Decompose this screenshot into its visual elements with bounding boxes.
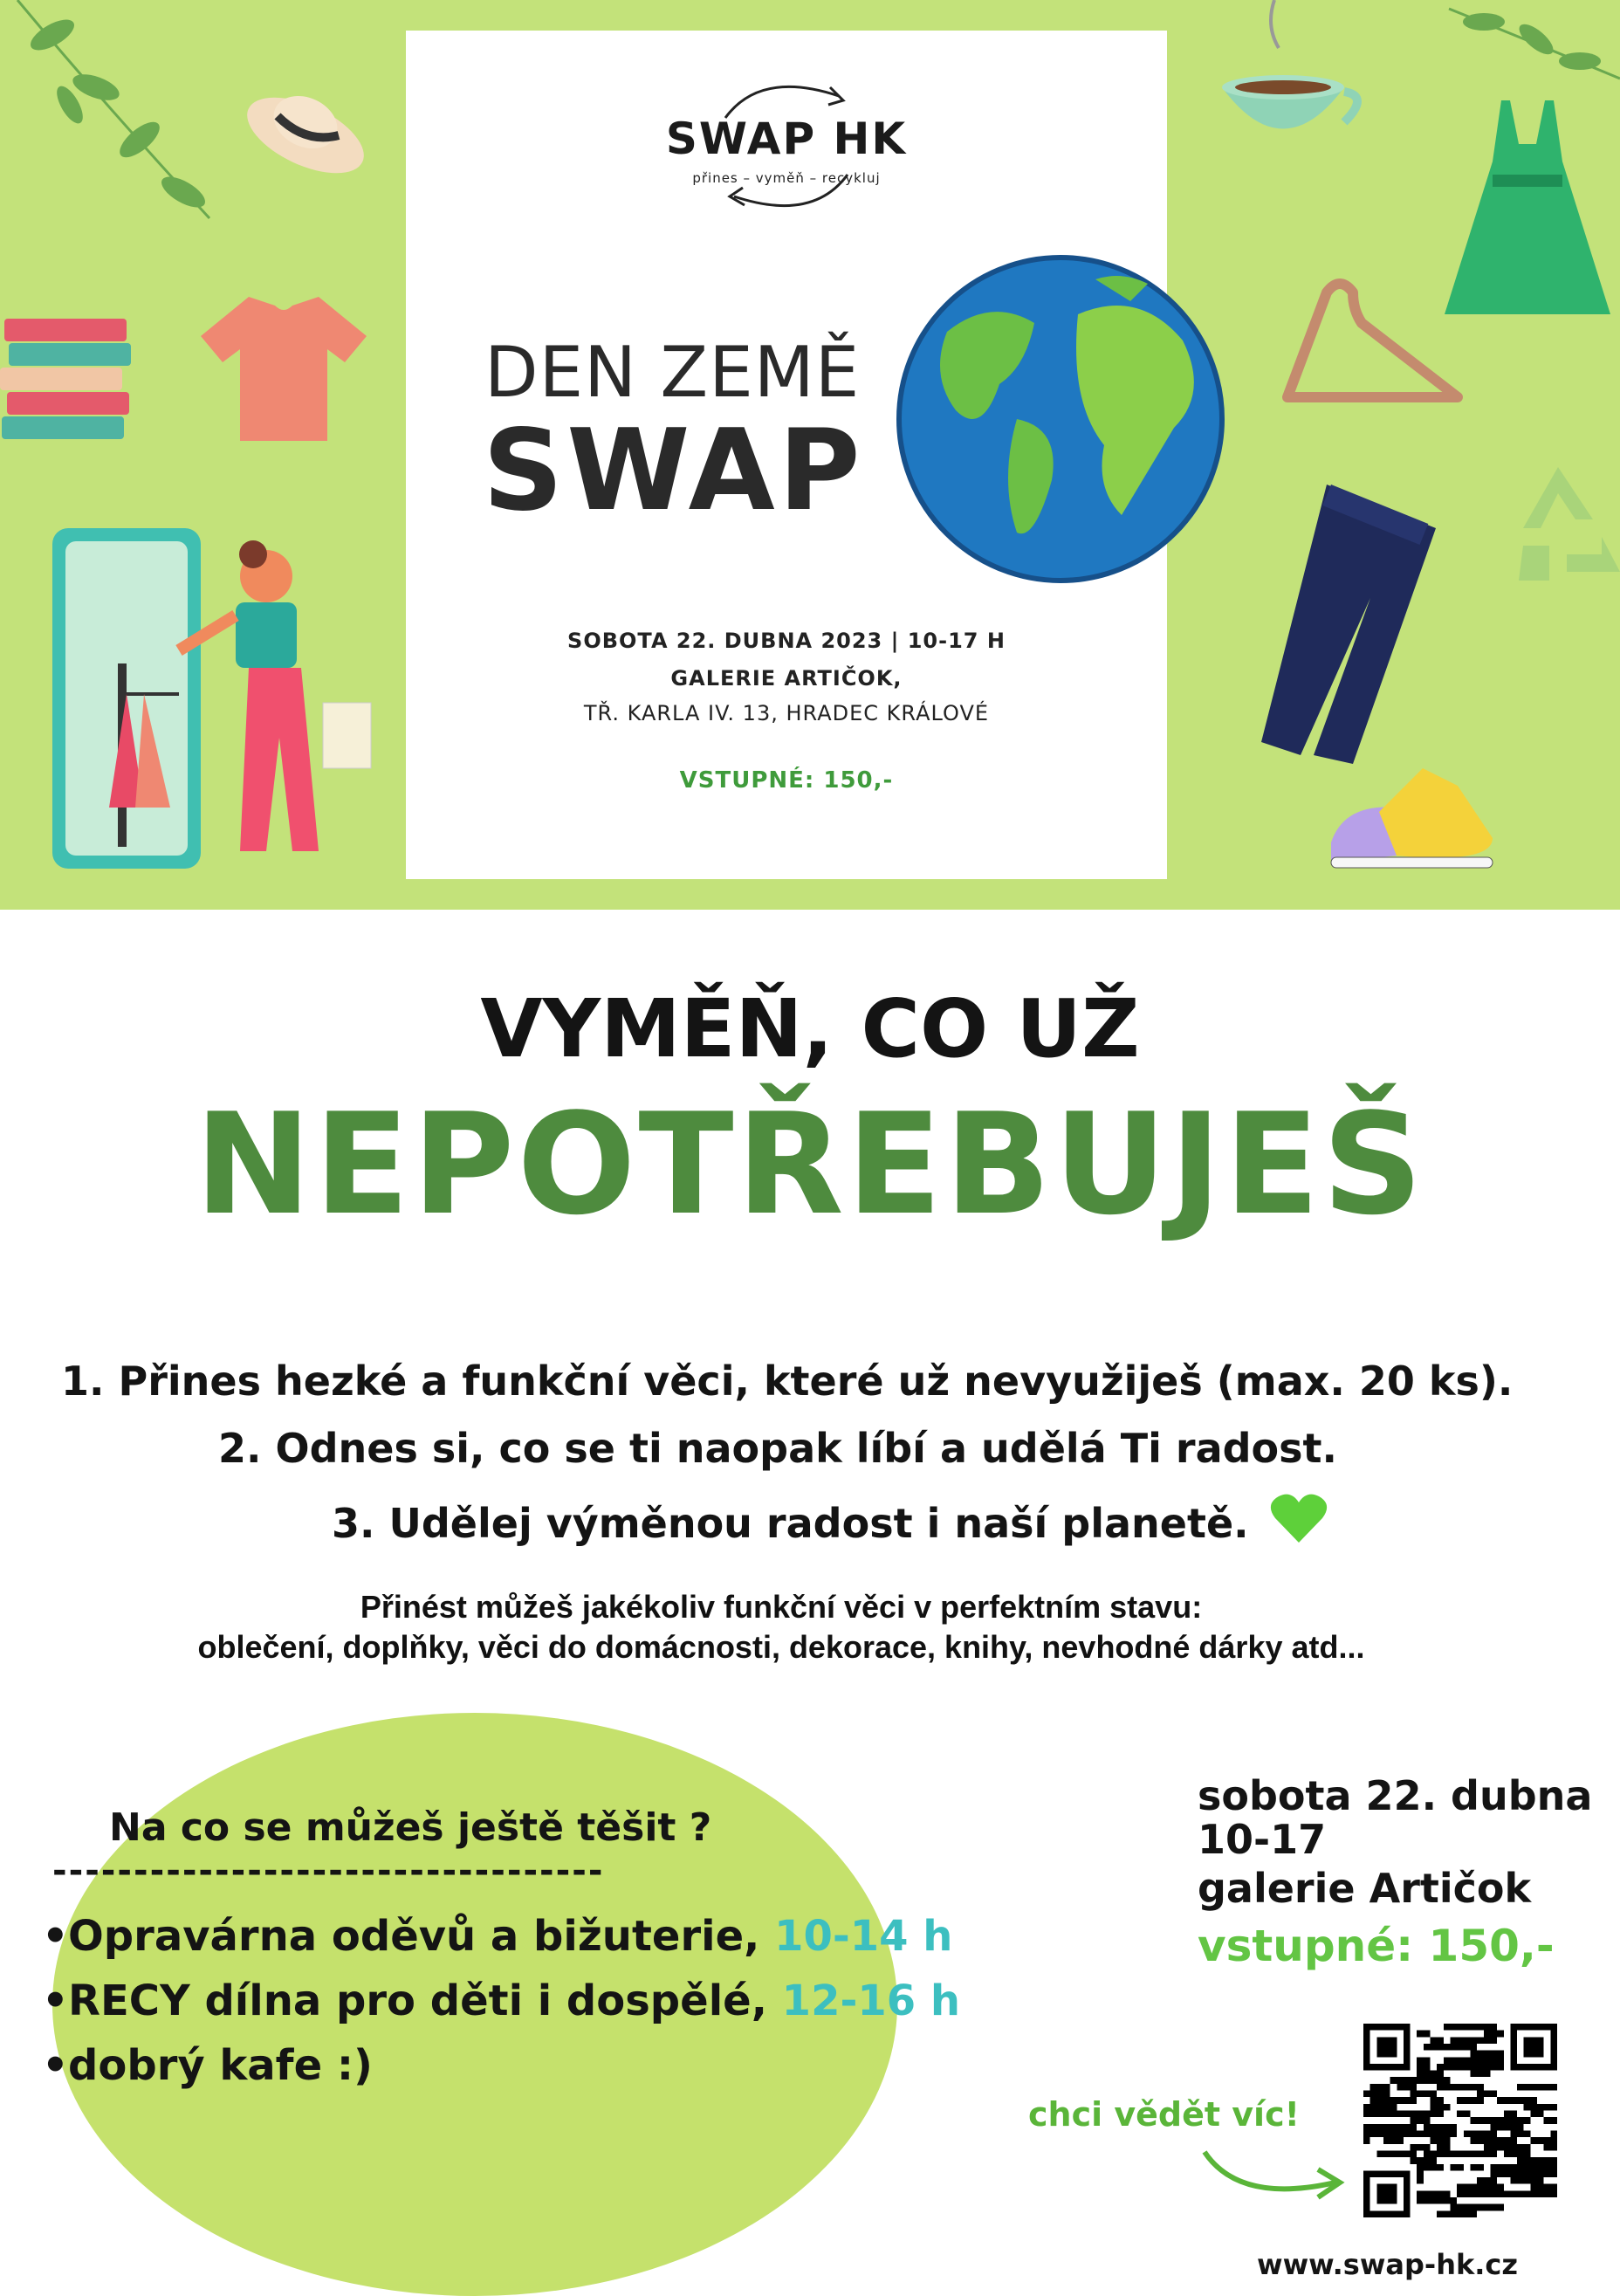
extras-item-time: 10-14 h [774,1912,953,1961]
extras-item-coffee [42,2041,373,2090]
hero-banner [0,0,1620,910]
sidebar-venue: galerie Artičok [1198,1865,1532,1912]
step-1: 1. Přines hezké a funkční věci, které už nevyužiješ (max. 20 ks). [61,1358,1514,1405]
sneakers-icon [1327,760,1501,882]
shopper-illustration-icon [48,519,397,869]
tshirt-icon [196,288,371,445]
sidebar-fee: vstupné: 150,- [1198,1921,1555,1971]
extras-item-repair [42,1912,952,1961]
headline-line1: VYMĚŇ, CO UŽ [480,982,1140,1076]
arrow-icon [1196,2143,1353,2213]
headline-line2: NEPOTŘEBUJEŠ [194,1083,1426,1246]
books-icon [0,310,140,467]
dress-icon [1440,92,1615,319]
event-title-line2: SWAP [483,406,864,536]
event-card [406,31,1167,879]
step-2: 2. Odnes si, co se ti naopak líbí a udělá Ti radost. [218,1425,1337,1472]
recycle-icon [1514,458,1620,589]
logo-tagline: přines – vyměň – recykluj [692,170,881,186]
leaves-top-left-icon [0,0,262,227]
cta-text: chci vědět víc! [1028,2095,1300,2134]
hat-icon [236,74,375,179]
jeans-icon [1231,476,1440,773]
sidebar-time: 10-17 [1198,1816,1327,1863]
bullet: • [42,1912,69,1961]
event-venue: GALERIE ARTIČOK, [670,666,903,691]
logo-title: SWAP HK [665,113,908,164]
heart-icon [1270,1492,1328,1544]
website-link[interactable]: www.swap-hk.cz [1257,2248,1518,2281]
globe-icon [895,253,1226,585]
extras-item-time: 12-16 h [781,1976,961,2025]
step-3 [332,1492,1328,1547]
event-title-line1: DEN ZEMĚ [484,332,861,413]
event-fee: VSTUPNÉ: 150,- [679,767,894,794]
extras-item-workshop [42,1976,960,2025]
note-line2: oblečení, doplňky, věci do domácnosti, dekorace, knihy, nevhodné dárky atd... [197,1629,1365,1665]
teacup-icon [1213,0,1370,166]
event-address: TŘ. KARLA IV. 13, HRADEC KRÁLOVÉ [583,701,990,725]
extras-item-text: dobrý kafe :) [68,2041,373,2090]
extras-item-text: RECY dílna pro děti i dospělé, [68,1976,782,2025]
note-line1: Přinést můžeš jakékoliv funkční věci v perfektním stavu: [360,1589,1203,1625]
bullet: • [42,2041,69,2090]
extras-heading: Na co se můžeš ještě těšit ? [109,1805,712,1850]
qr-code[interactable] [1363,2024,1557,2217]
extras-divider: ---------------------------------- [52,1851,605,1891]
bullet: • [42,1976,69,2025]
extras-item-text: Opravárna oděvů a bižuterie, [68,1912,775,1961]
event-date-time: SOBOTA 22. DUBNA 2023 | 10-17 H [567,629,1006,653]
hanger-icon [1274,275,1466,415]
sidebar-date: sobota 22. dubna [1198,1772,1593,1819]
step-3-text: 3. Udělej výměnou radost i naší planetě. [332,1500,1249,1547]
leaves-top-right-icon [1431,0,1620,96]
